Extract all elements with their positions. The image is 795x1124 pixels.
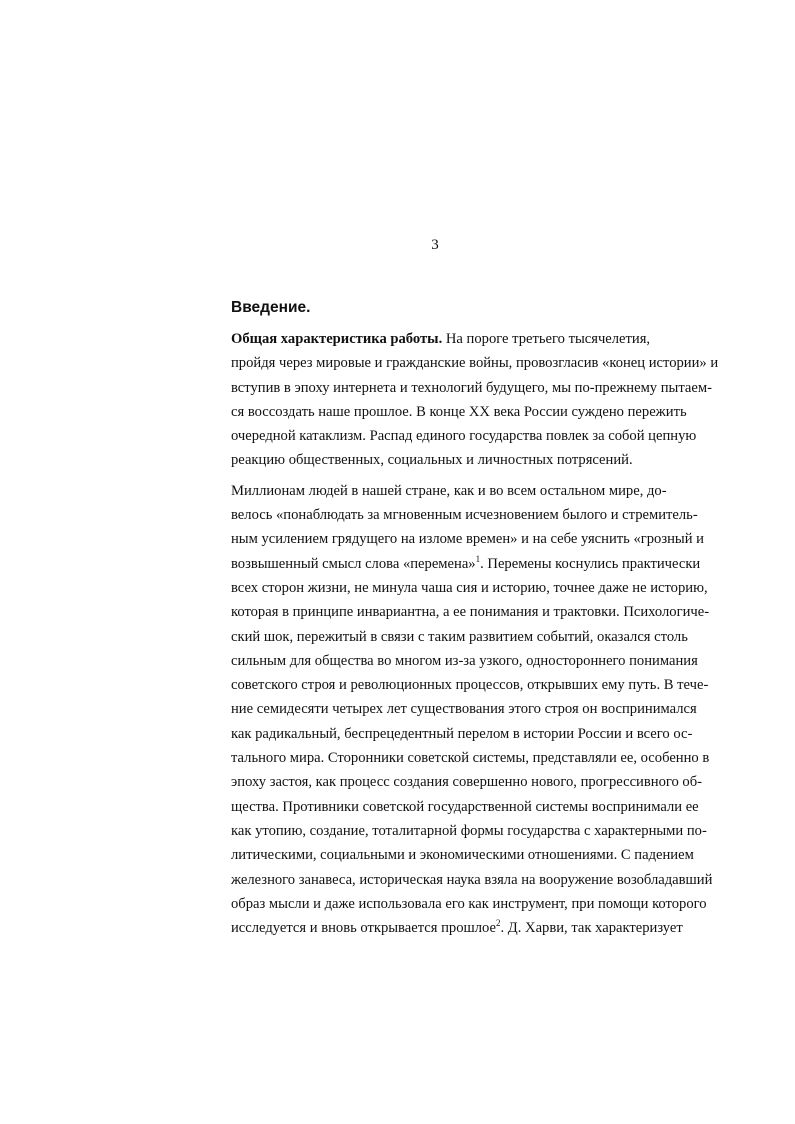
text-line-with-footnote	[231, 916, 683, 940]
text-line: всех сторон жизни, не минула чаша сия и историю, точнее даже не историю,	[231, 579, 708, 596]
text-line: эпоху застоя, как процесс создания совершенно нового, прогрессивного об-	[231, 774, 703, 791]
paragraph-2	[231, 479, 713, 941]
text-line-with-footnote	[231, 552, 701, 576]
text-line: ным усилением грядущего на изломе времен» и на себе уяснить «грозный и	[231, 531, 704, 548]
paragraph-1-line-1	[231, 327, 651, 351]
text-line: железного занавеса, историческая наука взяла на вооружение возобладавший	[231, 871, 713, 888]
line-text: . Перемены коснулись практически	[480, 555, 701, 572]
line-text: исследуется и вновь открывается прошлое	[231, 920, 496, 937]
line-text: На пороге третьего тысячелетия,	[445, 331, 651, 347]
section-title: Введение.	[231, 299, 311, 316]
paragraph-lead: Общая характеристика работы.	[231, 331, 443, 347]
paragraph-1	[231, 327, 719, 473]
text-line: пройдя через мировые и гражданские войны, провозгласив «конец истории» и	[231, 355, 719, 372]
text-line: советского строя и революционных процессов, открывших ему путь. В тече-	[231, 677, 709, 694]
text-line: как радикальный, беспрецедентный перелом в истории России и всего ос-	[231, 725, 693, 742]
text-line: вступив в эпоху интернета и технологий будущего, мы по-прежнему пытаем-	[231, 379, 712, 396]
text-line: как утопию, создание, тоталитарной формы государства с характерными по-	[231, 822, 707, 839]
text-line: очередной катаклизм. Распад единого государства повлек за собой цепную	[231, 428, 697, 445]
text-line: Миллионам людей в нашей стране, как и во всем остальном мире, до-	[231, 482, 667, 499]
text-line: литическими, социальными и экономическими отношениями. С падением	[231, 847, 694, 864]
line-text: возвышенный смысл слова «перемена»	[231, 555, 476, 572]
text-line: образ мысли и даже использовала его как инструмент, при помощи которого	[231, 895, 707, 912]
text-line: реакцию общественных, социальных и личностных потрясений.	[231, 452, 633, 469]
text-line: тального мира. Сторонники советской системы, представляли ее, особенно в	[231, 750, 710, 767]
text-line: ся воссоздать наше прошлое. В конце ХХ века России суждено пережить	[231, 403, 687, 420]
document-body	[231, 296, 719, 940]
text-line: ский шок, пережитый в связи с таким развитием событий, оказался столь	[231, 628, 688, 645]
page-number: 3	[431, 237, 439, 253]
text-line: которая в принципе инвариантна, а ее понимания и трактовки. Психологиче-	[231, 604, 710, 621]
text-line: велось «понаблюдать за мгновенным исчезновением былого и стремитель-	[231, 507, 698, 524]
text-line: щества. Противники советской государственной системы воспринимали ее	[231, 798, 699, 815]
text-line: ние семидесяти четырех лет существования этого строя он воспринимался	[231, 701, 697, 718]
footnote-marker-2: 2	[495, 918, 501, 929]
text-line: сильным для общества во многом из-за узкого, одностороннего понимания	[231, 652, 698, 669]
footnote-marker-1: 1	[475, 553, 481, 564]
line-text: . Д. Харви, так характеризует	[500, 920, 683, 937]
